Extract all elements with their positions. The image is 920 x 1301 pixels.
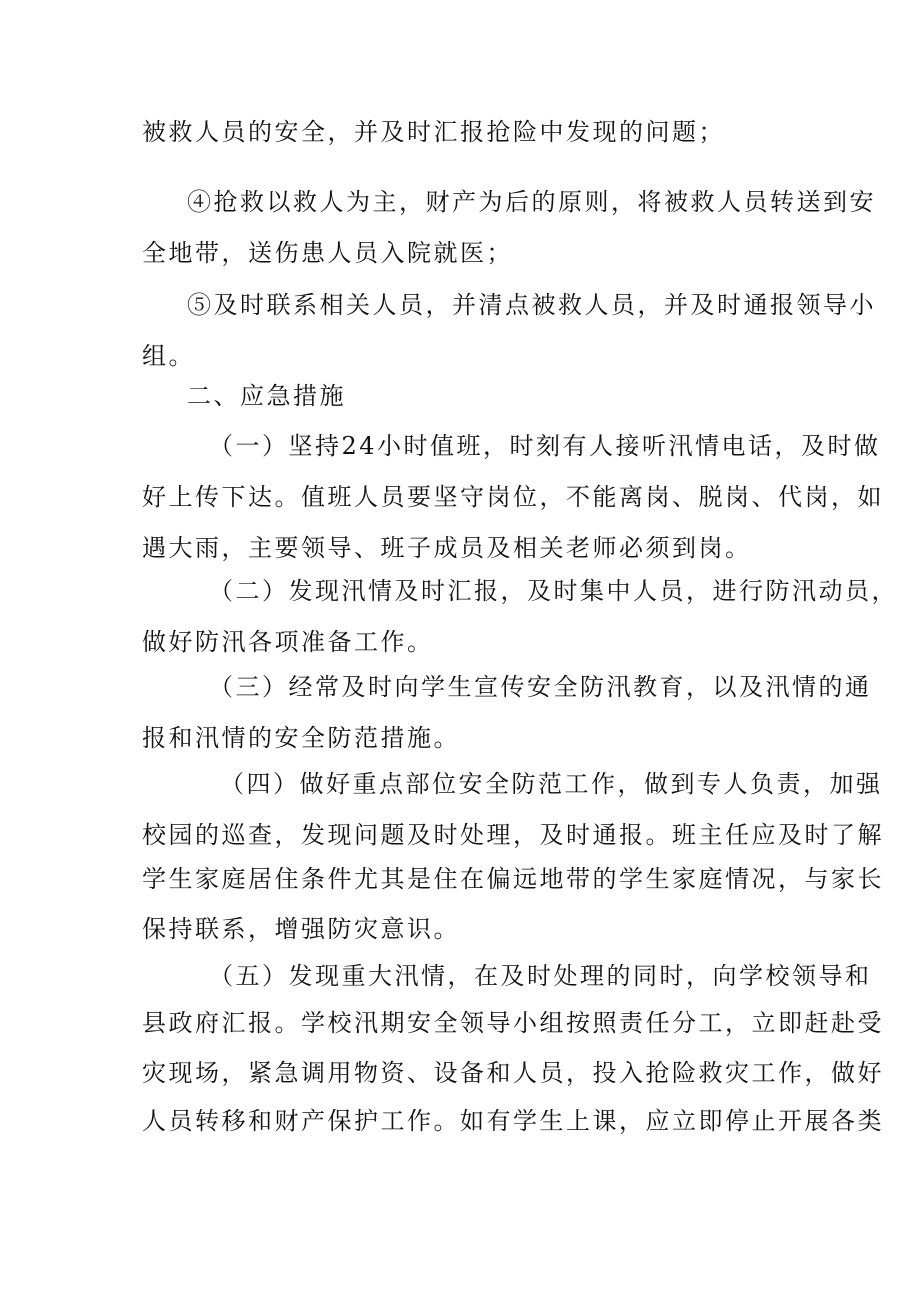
section-heading: 二、应急措施	[187, 382, 346, 410]
text-line: （二）发现汛情及时汇报，及时集中人员，进行防汛动员，	[209, 577, 898, 605]
text-line: ④抢救以救人为主，财产为后的原则，将被救人员转送到安	[187, 188, 876, 216]
text-line: 做好防汛各项准备工作。	[142, 628, 434, 656]
text-line: 报和汛情的安全防范措施。	[142, 724, 460, 752]
text-line: （四）做好重点部位安全防范工作，做到专人负责，加强	[220, 770, 883, 798]
text-line: 全地带，送伤患人员入院就医；	[142, 239, 513, 267]
text-line: （五）发现重大汛情，在及时处理的同时，向学校领导和	[209, 962, 872, 990]
text-line: 校园的巡查，发现问题及时处理，及时通报。班主任应及时了解	[142, 821, 884, 849]
text-line: 遇大雨，主要领导、班子成员及相关老师必须到岗。	[142, 534, 752, 562]
text-line: 被救人员的安全，并及时汇报抢险中发现的问题；	[142, 118, 725, 146]
text-line: 县政府汇报。学校汛期安全领导小组按照责任分工，立即赶赴受	[142, 1009, 884, 1037]
text-line: （一）坚持24小时值班，时刻有人接听汛情电话，及时做	[209, 432, 881, 460]
text-line: 灾现场，紧急调用物资、设备和人员，投入抢险救灾工作，做好	[142, 1059, 884, 1087]
text-line: 保持联系，增强防灾意识。	[142, 915, 460, 943]
text-line: 学生家庭居住条件尤其是住在偏远地带的学生家庭情况，与家长	[142, 865, 884, 893]
text-line: 好上传下达。值班人员要坚守岗位，不能离岗、脱岗、代岗，如	[142, 483, 884, 511]
text-line: ⑤及时联系相关人员，并清点被救人员，并及时通报领导小	[187, 291, 876, 319]
text-line: 组。	[142, 342, 195, 370]
text-line: 人员转移和财产保护工作。如有学生上课，应立即停止开展各类	[142, 1107, 884, 1135]
text-line: （三）经常及时向学生宣传安全防汛教育，以及汛情的通	[209, 673, 872, 701]
